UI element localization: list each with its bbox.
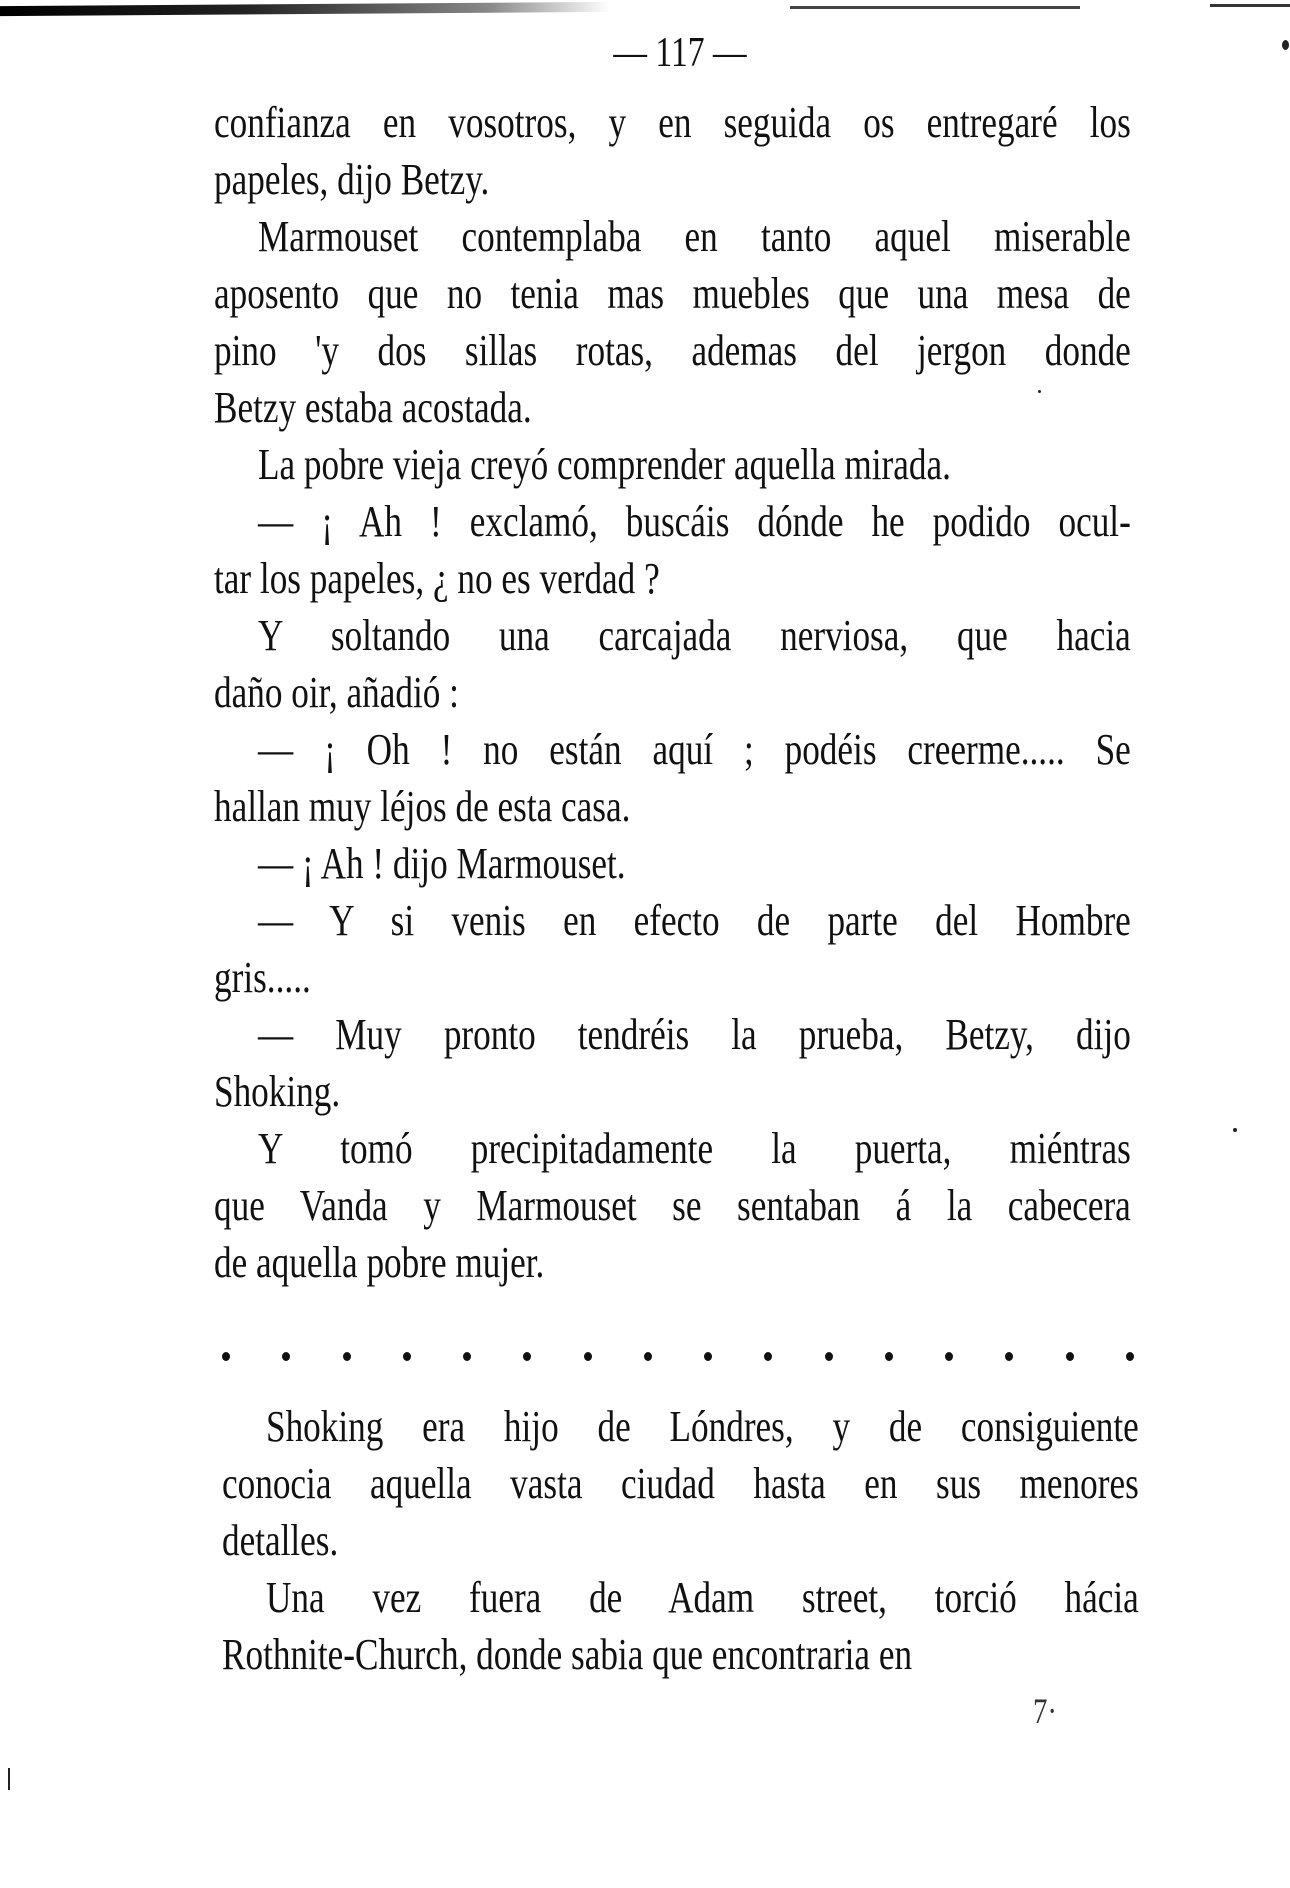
separator-dot bbox=[1066, 1352, 1074, 1361]
scan-edge-line bbox=[790, 6, 1080, 9]
separator-dot bbox=[945, 1352, 953, 1361]
text-line: detalles. bbox=[222, 1516, 339, 1565]
separator-dot bbox=[343, 1352, 351, 1361]
page-number: — 117 — bbox=[613, 30, 747, 76]
separator-dot bbox=[764, 1352, 772, 1361]
separator-dot bbox=[825, 1352, 833, 1361]
text-line: Una vez fuera de Adam street, torció hácia bbox=[266, 1573, 1139, 1622]
separator-dot bbox=[523, 1352, 531, 1361]
separator-dot bbox=[1126, 1352, 1134, 1361]
text-line: Shoking. bbox=[214, 1067, 341, 1116]
scan-edge-shadow bbox=[0, 2, 610, 16]
text-line: hallan muy léjos de esta casa. bbox=[214, 782, 631, 831]
text-line: Rothnite-Church, donde sabia que encontraria en bbox=[222, 1630, 913, 1679]
separator-dot bbox=[644, 1352, 652, 1361]
text-line: tar los papeles, ¿ no es verdad ? bbox=[214, 554, 660, 603]
scan-speck bbox=[1282, 40, 1289, 50]
signature-mark: 7· bbox=[1033, 1691, 1057, 1731]
scan-speck bbox=[8, 1768, 10, 1790]
text-line: — ¡ Ah ! dijo Marmouset. bbox=[258, 839, 626, 888]
separator-dot bbox=[885, 1352, 893, 1361]
separator-dot bbox=[704, 1352, 712, 1361]
text-line: conocia aquella vasta ciudad hasta en sus menores bbox=[222, 1459, 1139, 1508]
text-line: daño oir, añadió : bbox=[214, 668, 459, 717]
text-line: confianza en vosotros, y en seguida os entregaré los bbox=[214, 98, 1131, 147]
text-line: — Muy pronto tendréis la prueba, Betzy, dijo bbox=[258, 1010, 1131, 1059]
separator-dot bbox=[1005, 1352, 1013, 1361]
text-line: La pobre vieja creyó comprender aquella mirada. bbox=[258, 440, 951, 489]
separator-dot bbox=[463, 1352, 471, 1361]
text-line: Y soltando una carcajada nerviosa, que hacia bbox=[258, 611, 1131, 660]
text-line: Marmouset contemplaba en tanto aquel miserable bbox=[258, 212, 1131, 261]
text-line: aposento que no tenia mas muebles que una mesa de bbox=[214, 269, 1131, 318]
text-line: gris..... bbox=[214, 953, 311, 1002]
scan-speck bbox=[1233, 1128, 1237, 1132]
text-line: que Vanda y Marmouset se sentaban á la cabecera bbox=[214, 1181, 1131, 1230]
separator-dot bbox=[222, 1352, 230, 1361]
text-line: — ¡ Ah ! exclamó, buscáis dónde he podido ocul- bbox=[258, 497, 1131, 546]
text-line: Shoking era hijo de Lóndres, y de consiguiente bbox=[266, 1402, 1139, 1451]
text-line: Betzy estaba acostada. bbox=[214, 383, 532, 432]
separator-dot bbox=[584, 1352, 592, 1361]
text-line: de aquella pobre mujer. bbox=[214, 1238, 545, 1287]
text-line: — ¡ Oh ! no están aquí ; podéis creerme..... Se bbox=[258, 725, 1131, 774]
text-line: papeles, dijo Betzy. bbox=[214, 155, 490, 204]
text-line: — Y si venis en efecto de parte del Hombre bbox=[258, 896, 1131, 945]
separator-dot bbox=[282, 1352, 290, 1361]
section-separator-dots bbox=[222, 1346, 1134, 1366]
text-line: Y tomó precipitadamente la puerta, miéntras bbox=[258, 1124, 1131, 1173]
separator-dot bbox=[403, 1352, 411, 1361]
text-line: pino 'y dos sillas rotas, ademas del jergon donde bbox=[214, 326, 1131, 375]
scan-edge-line bbox=[1210, 4, 1290, 7]
